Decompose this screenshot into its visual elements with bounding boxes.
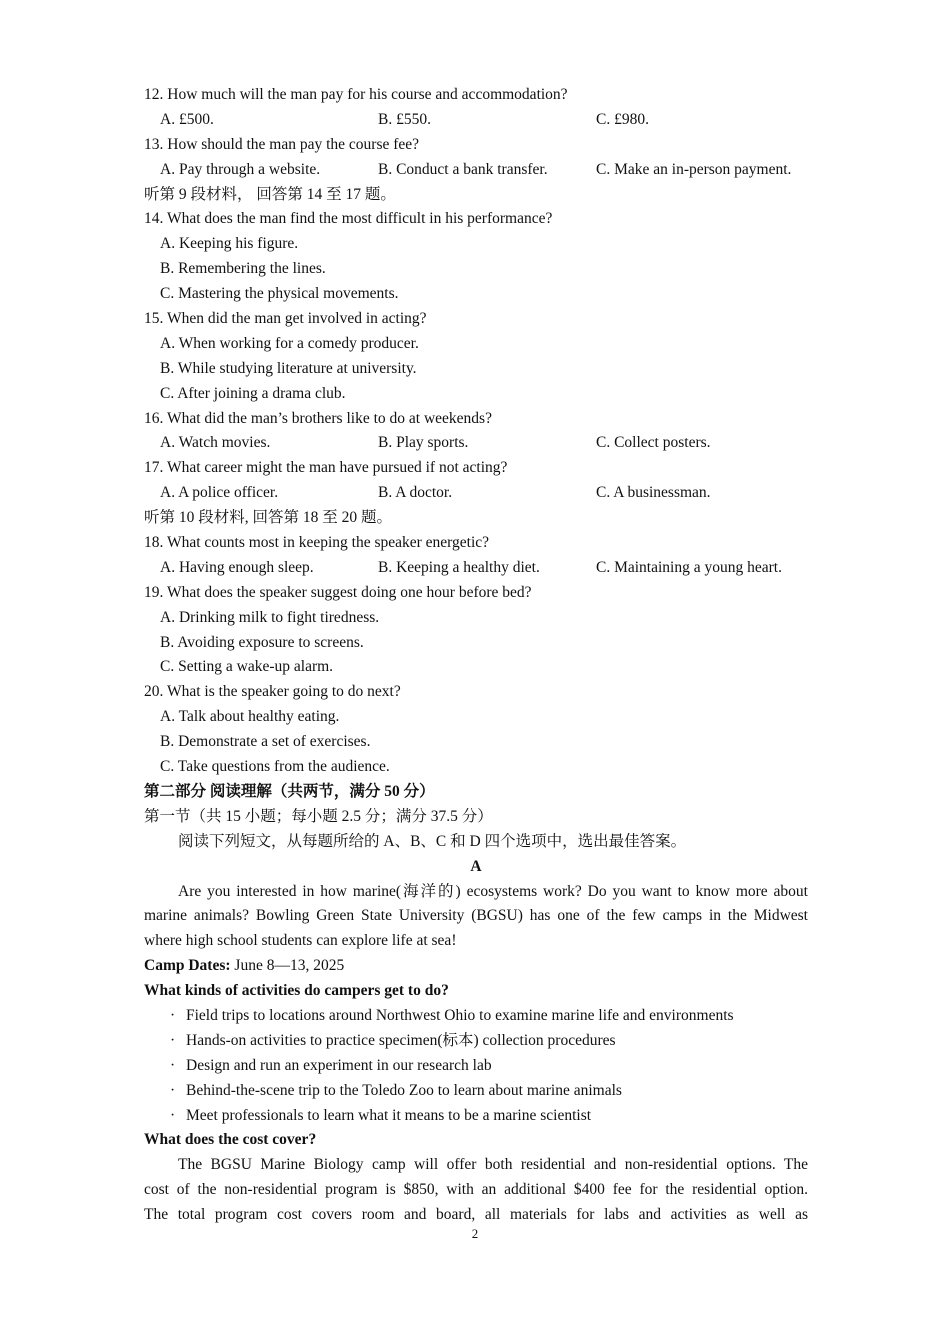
q14-option-b: B. Remembering the lines. <box>160 260 326 278</box>
reading-instruction: 阅读下列短文，从每题所给的 A、B、C 和 D 四个选项中，选出最佳答案。 <box>178 832 687 850</box>
intro-line: where high school students can explore life at sea! <box>144 932 457 950</box>
q18-option-b: B. Keeping a healthy diet. <box>378 558 540 576</box>
bullet-icon: · <box>170 1006 176 1024</box>
q20-option-a: A. Talk about healthy eating. <box>160 708 340 726</box>
q16-options <box>144 431 808 456</box>
camp-dates-value: June 8—13, 2025 <box>230 957 345 975</box>
q13-stem: 13. How should the man pay the course fee? <box>144 135 420 153</box>
activity-item <box>144 1054 808 1079</box>
section-9-instruction: 听第 9 段材料， 回答第 14 至 17 题。 <box>144 185 396 203</box>
section-1-heading: 第一节（共 15 小题；每小题 2.5 分；满分 37.5 分） <box>144 807 493 825</box>
exam-page <box>144 83 808 1228</box>
camp-dates <box>144 954 808 979</box>
intro-line: Are you interested in how marine(海洋的) ecosystems work? Do you want to know more about <box>178 882 808 900</box>
bullet-icon: · <box>170 1106 176 1124</box>
activity-text: Field trips to locations around Northwest Ohio to examine marine life and environments <box>186 1006 734 1024</box>
q14-option-a: A. Keeping his figure. <box>160 235 299 253</box>
activity-item <box>144 1079 808 1104</box>
q16-option-a: A. Watch movies. <box>160 434 271 452</box>
intro-line: marine animals? Bowling Green State University (BGSU) has one of the few camps in the Midwest <box>144 907 808 925</box>
q15-stem: 15. When did the man get involved in acting? <box>144 310 427 328</box>
q13-option-c: C. Make an in-person payment. <box>596 160 792 178</box>
q14-option-c: C. Mastering the physical movements. <box>160 285 399 303</box>
q15-option-a: A. When working for a comedy producer. <box>160 334 419 352</box>
activity-text: Design and run an experiment in our research lab <box>186 1056 492 1074</box>
q19-stem: 19. What does the speaker suggest doing one hour before bed? <box>144 583 532 601</box>
q12-options <box>144 108 808 133</box>
q16-option-b: B. Play sports. <box>378 434 469 452</box>
q13-option-b: B. Conduct a bank transfer. <box>378 160 548 178</box>
q18-option-a: A. Having enough sleep. <box>160 558 314 576</box>
q14-stem: 14. What does the man find the most difficult in his performance? <box>144 210 553 228</box>
q17-stem: 17. What career might the man have pursued if not acting? <box>144 459 508 477</box>
passage-letter: A <box>470 857 482 875</box>
q12-option-c: C. £980. <box>596 110 649 128</box>
part-2-heading: 第二部分 阅读理解（共两节，满分 50 分） <box>144 782 435 800</box>
activity-item <box>144 1029 808 1054</box>
q18-option-c: C. Maintaining a young heart. <box>596 558 782 576</box>
q17-options <box>144 481 808 506</box>
activity-text: Meet professionals to learn what it means to be a marine scientist <box>186 1106 592 1124</box>
q13-option-a: A. Pay through a website. <box>160 160 321 178</box>
q20-option-b: B. Demonstrate a set of exercises. <box>160 733 371 751</box>
q15-option-c: C. After joining a drama club. <box>160 384 346 402</box>
cost-heading: What does the cost cover? <box>144 1131 317 1149</box>
q12-option-b: B. £550. <box>378 110 431 128</box>
activity-text: Behind-the-scene trip to the Toledo Zoo to learn about marine animals <box>186 1081 622 1099</box>
activity-text: Hands-on activities to practice specimen(标本) collection procedures <box>186 1031 616 1049</box>
q12-option-a: A. £500. <box>160 110 214 128</box>
camp-dates-label: Camp Dates: <box>144 957 231 975</box>
q18-stem: 18. What counts most in keeping the speaker energetic? <box>144 534 490 552</box>
activities-heading: What kinds of activities do campers get to do? <box>144 982 449 1000</box>
activity-item <box>144 1104 808 1129</box>
q19-option-b: B. Avoiding exposure to screens. <box>160 633 364 651</box>
bullet-icon: · <box>170 1031 176 1049</box>
q19-option-a: A. Drinking milk to fight tiredness. <box>160 608 380 626</box>
q20-stem: 20. What is the speaker going to do next? <box>144 683 401 701</box>
q12-stem: 12. How much will the man pay for his course and accommodation? <box>144 86 568 103</box>
activity-item <box>144 1004 808 1029</box>
q16-stem: 16. What did the man’s brothers like to do at weekends? <box>144 409 492 427</box>
page-number: 2 <box>471 1226 479 1241</box>
q17-option-a: A. A police officer. <box>160 484 279 502</box>
q17-option-b: B. A doctor. <box>378 484 453 502</box>
bullet-icon: · <box>170 1081 176 1099</box>
cost-line: The total program cost covers room and board, all materials for labs and activities as well as <box>144 1206 808 1224</box>
section-10-instruction: 听第 10 段材料, 回答第 18 至 20 题。 <box>144 509 393 527</box>
q15-option-b: B. While studying literature at university. <box>160 359 417 377</box>
cost-line: cost of the non-residential program is $850, with an additional $400 fee for the residential option. <box>144 1181 808 1199</box>
q16-option-c: C. Collect posters. <box>596 434 711 452</box>
q17-option-c: C. A businessman. <box>596 484 711 502</box>
q13-options <box>144 158 808 183</box>
bullet-icon: · <box>170 1056 176 1074</box>
q19-option-c: C. Setting a wake-up alarm. <box>160 658 334 676</box>
q20-option-c: C. Take questions from the audience. <box>160 758 390 776</box>
q18-options <box>144 556 808 581</box>
cost-line: The BGSU Marine Biology camp will offer both residential and non-residential options. The <box>178 1156 808 1174</box>
